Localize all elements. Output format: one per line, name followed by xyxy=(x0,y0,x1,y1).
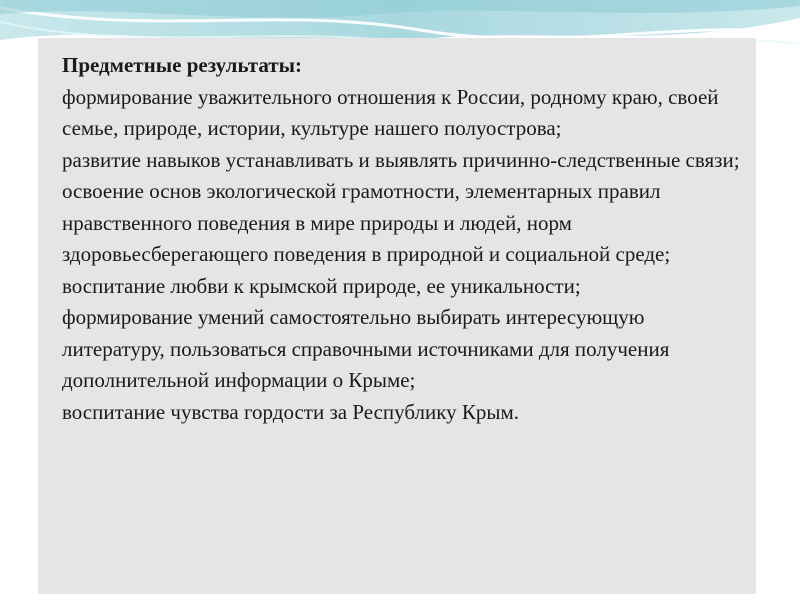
list-item: формирование умений самостоятельно выбирать интересующую литературу, пользоваться справочными источниками для получения дополнительной информации о Крыме; xyxy=(62,305,670,392)
slide-heading: Предметные результаты: xyxy=(62,53,302,77)
list-item: воспитание любви к крымской природе, ее уникальности; xyxy=(62,273,581,298)
content-text xyxy=(62,50,752,428)
list-item: освоение основ экологической грамотности, элементарных правил нравственного поведения в мире природы и людей, норм здоровьесберегающего поведения в природной и социальной среде; xyxy=(62,179,671,266)
list-item: воспитание чувства гордости за Республику Крым. xyxy=(62,399,520,424)
list-item: формирование уважительного отношения к России, родному краю, своей семье, природе, истории, культуре нашего полуострова; xyxy=(62,84,719,140)
list-item: развитие навыков устанавливать и выявлять причинно-следственные связи; xyxy=(62,147,740,172)
